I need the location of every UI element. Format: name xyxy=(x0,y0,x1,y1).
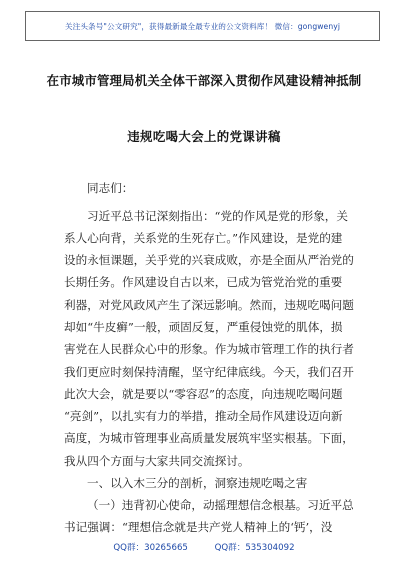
section-heading: 一、以入木三分的剖析，洞察违规吃喝之害 xyxy=(87,476,308,490)
body-line: 书记强调：“理想信念就是共产党人精神上的‘钙’，没 xyxy=(64,520,333,534)
body-line: 长期任务。作风建设自古以来，已成为管党治党的重要 xyxy=(64,275,343,289)
body-line: 却如“牛皮癣”一般，顽固反复，严重侵蚀党的肌体，损 xyxy=(64,320,343,334)
footer-qq-group-2: QQ群：535304092 xyxy=(214,543,295,553)
body-line: 高度，为城市管理事业高质量发展筑牢坚实根基。下面， xyxy=(64,431,354,445)
subsection-heading: （一）违背初心使命，动摇理想信念根基。习近平总 xyxy=(87,498,354,512)
body-line: 系人心向背，关系党的生死存亡。”作风建设，是党的建 xyxy=(64,231,343,245)
header-banner-text: 关注头条号"公文研究"，获得最新最全最专业的公文资料库！ 微信：gongwenyj xyxy=(64,21,341,31)
footer-qq-group-1: QQ群：30265665 xyxy=(113,543,188,553)
body-line: 设的永恒课题，关乎党的兴衰成败，亦是全面从严治党的 xyxy=(64,253,354,267)
body-line: “亮剑”，以扎实有力的举措，推动全局作风建设迈向新 xyxy=(64,409,343,423)
header-banner xyxy=(25,11,380,41)
body-line: 此次大会，就是要以“零容忍”的态度，向违规吃喝问题 xyxy=(64,387,343,401)
body-line: 利器，对党风政风产生了深远影响。然而，违规吃喝问题 xyxy=(64,298,354,312)
body-line: 习近平总书记深刻指出：“党的作风是党的形象，关 xyxy=(87,209,348,223)
body-line: 我们更应时刻保持清醒，坚守纪律底线。今天，我们召开 xyxy=(64,365,354,379)
body-line: 害党在人民群众心中的形象。作为城市管理工作的执行者 xyxy=(64,342,354,356)
document-title-line-1: 在市城市管理局机关全体干部深入贯彻作风建设精神抵制 xyxy=(46,73,362,88)
footer xyxy=(0,541,408,553)
greeting: 同志们： xyxy=(87,181,134,195)
document-title-line-2: 违规吃喝大会上的党课讲稿 xyxy=(127,129,281,144)
body-line: 我从四个方面与大家共同交流探讨。 xyxy=(64,454,250,468)
